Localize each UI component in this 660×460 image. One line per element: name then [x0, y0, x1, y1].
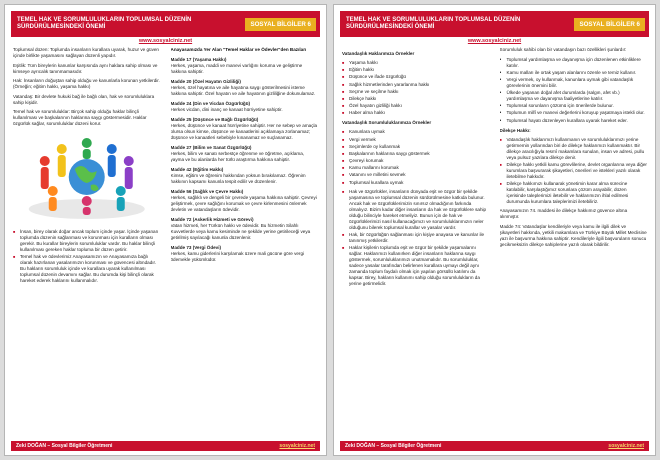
article-title: Madde 20 (Özel Hayatın Gizliliği): [170, 78, 241, 84]
list-item: ■ Dilekçe hakkımızı kullanarak yönetimin karar alma sürecine katılabilir, karşılaştığımız sorunlara çözüm arayabilir, düzen içerisinde taleplerimizi iletebilir ve haklarımızın ihlal edilmesi durumunda kurumlara taleplerimizi iletebiliriz.: [500, 181, 648, 205]
list-item: ■ Kanunlara uymak: [342, 129, 490, 135]
list-item: ■ İnsan, birey olarak doğar ancak toplum içinde yaşar. İçinde yaşanan toplumda düzenin sağlanması ve korunması için kuralların olması gerekir. Bu kurallar bireylerin sorumluluklar vardır. Bu haklar bilinçli kullanılması gereken haklar topluma bir düzen getirir.: [13, 229, 161, 253]
list-item: ■ Seçimlerde oy kullanmak: [342, 144, 490, 150]
column-right: [500, 47, 648, 439]
article-text: Herkes, düşünce ve kanaat hürriyetine sahiptir. Her ne sebep ve amaçla olursa olsun kimse, düşünce ve kanaatlerini açıklamaya zorlanamaz; düşünce ve kanaatleri sebebiyle kınanamaz ve suçlanamaz.: [170, 122, 318, 140]
article-title: Madde 72 (Askerlik Hizmeti ve Görevi): [170, 216, 254, 222]
list-item: ■ Haklar kişilerin toplumda eşit ve özgür bir şekilde yaşamalarını sağlar. Haklarımızı kullanırken diğer insanların haklarına saygı göstermek, sorumluluklarımızı unutmamalıdır. Bu sorumluluklar, sadece yasalar tarafından belirlenen kurallara uymayı değil aynı zamanda toplum faydalı olmak için yapılan görsüllü katılımı da kapsar. Birey, hakların kullanımı sahip olduğu sorumlulukların da yerine getirmelidir.: [342, 245, 490, 287]
duties-heading: Vatandaşlık Sorumluluklarımıza Örnekler: [342, 120, 432, 126]
article-text: Herkes, sağlıklı ve dengeli bir çevrede yaşama hakkına sahiptir. Çevreyi geliştirmek, çevre sağlığını korumak ve çevre kirlenmesini önlemek devletin ve vatandaşların ödevidir.: [170, 194, 317, 212]
definition-hak: Hak: İnsanların doğuştan sahip olduğu ve kanunlarla korunan yetkilerdir. (Örneğin; eğitim hakkı, yaşama hakkı): [13, 78, 160, 89]
header-title-line1: TEMEL HAK VE SORUMLULUKLARIN TOPLUMSAL DÜZENİN: [346, 17, 521, 23]
page-footer: [340, 441, 649, 451]
bullet-list-left: [13, 229, 161, 284]
footer-author: Zeki DOĞAN – Sosyal Bilgiler Öğretmeni: [345, 443, 442, 449]
list-item: ■ Temel hak ve ödevlerimiz Anayasamızın ve Anayasamıza bağlı olarak hazırlanan yasalarımızın korunması ve güvencesi altındadır. Bu hakların sorumluluk içinde ve kurallara uyarak kullanılması toplumsal düzenin devamını sağlar. Bu durumda kişi bilinçli olarak hareket ederek haklarını kullanmalıdır.: [13, 254, 161, 284]
subject-badge: SOSYAL BİLGİLER 6: [574, 18, 645, 31]
site-link[interactable]: www.sosyalciniz.net: [467, 38, 522, 44]
traits-list: [500, 57, 648, 124]
list-item: • Toplumsal yardımlaşma ve dayanışma için düzenlenen etkinliklere katılır.: [500, 57, 648, 69]
constitution-heading: Anayasamızda Yer Alan "Temel Haklar ve Ödevler"den Bazıları: [170, 47, 307, 52]
list-item: ■ Haber alma hakkı: [342, 110, 490, 116]
page-columns: [342, 47, 647, 439]
list-item: • Ülkede yaşanan doğal afet durumlarda (salgın, afet vb.) yardımlaşma ve dayanışma faaliyetlerine katılır.: [500, 90, 648, 102]
header-title-line2: SÜRDÜRÜLMESİNDEKİ ÖNEMİ: [346, 24, 435, 30]
article-text: Herkes vicdan, dini inanç ve kanaat hürriyetine sahiptir.: [170, 106, 283, 112]
header-title-line2: SÜRDÜRÜLMESİNDEKİ ÖNEMİ: [17, 24, 106, 30]
definition-toplumsal-duzen: Toplumsal düzen: Toplumda insanların kurallara uyarak, huzur ve güven içinde birlikte yaşamasını sağlayan düzenli yapıdır.: [13, 47, 159, 58]
article-item: [171, 245, 319, 263]
page-2: [333, 4, 656, 456]
subject-badge: SOSYAL BİLGİLER 6: [245, 18, 316, 31]
list-item: • Toplumun millî ve manevi değerlerini koruyup yaşatmaya istekli olur.: [500, 110, 648, 116]
list-item: ■ Vatandaşlık haklarımızı kullanmanın ve sorumluluklarımızı yerine getirmemin yollarından biri de dilekçe haklarımızı kullanmaktır. Bir dilekçe aracılığıyla resmî makamlara sunulan, insan ve adresi, pullu veya pulsuz yazılara dilekçe denir.: [500, 137, 648, 161]
responsible-citizen-intro: Sorumluluk sahibi olan bir vatandaşın bazı özellikleri şunlardır:: [499, 47, 627, 52]
article-item: [171, 117, 319, 141]
footer-author: Zeki DOĞAN – Sosyal Bilgiler Öğretmeni: [16, 443, 113, 449]
article-item: [171, 167, 319, 185]
article-item: [171, 217, 319, 241]
definition-vatandas: Vatandaş: Bir devlete hukuki bağ ile bağlı olan, hak ve sorumluluklara sahip kişidir.: [13, 93, 155, 105]
article-title: Madde 17 (Yaşama Hakkı): [170, 56, 227, 62]
article-item: [171, 189, 319, 213]
list-item: ■ Yaşama hakkı: [342, 60, 490, 66]
article-title: Madde 25 (Düşünce ve Bağlı Özgürlüğü): [170, 116, 259, 122]
article-text: Herkes, yaşama, maddi ve manevi varlığını koruma ve geliştirme hakkına sahiptir.: [170, 62, 303, 74]
list-item: • Vergi vermek, oy kullanmak, kanunlara uymak gibi vatandaşlık görevlerinin önemini bilir.: [500, 77, 648, 89]
list-item: ■ Eğitim hakkı: [342, 67, 490, 73]
header-title: [11, 17, 245, 31]
article-title: Madde 24 (Din ve Vicdan Özgürlüğü): [170, 100, 251, 106]
duties-list: [342, 129, 490, 185]
list-item: • Toplumsal hayatı düzenleyen kurallara uyarak hareket eder.: [500, 118, 648, 124]
footer-site-link[interactable]: sosyalciniz.net: [279, 443, 315, 449]
article-title: Madde 73 (Vergi Ödevi): [170, 244, 222, 250]
list-item: ■ Sağlık hizmetlerinden yararlanma hakkı: [342, 82, 490, 88]
article-text: Herkes, kamu giderlerini karşılamak üzere mali gücüne göre vergi ödemekle yükümlüdür.: [170, 250, 305, 262]
article-text: Herkes, özel hayatına ve aile hayatına saygı gösterilmesini isteme hakkına sahiptir. Özel hayatın ve aile hayatının gizliliğine dokunulamaz.: [170, 84, 316, 96]
list-item: • Kamu malları ile ortak yaşam alanlarını özenle ve temiz kullanır.: [500, 70, 648, 76]
article-item: [171, 101, 319, 113]
header-title-line1: TEMEL HAK VE SORUMLULUKLARIN TOPLUMSAL DÜZENİN: [17, 17, 192, 23]
list-item: ■ Özel hayatın gizliliği hakkı: [342, 103, 490, 109]
site-link[interactable]: www.sosyalciniz.net: [138, 38, 193, 44]
article-text: Vatan hizmeti, her Türkün hakkı ve ödevidir. Bu hizmetin Silahlı Kuvvetlerde veya kamu kesiminde ne şekilde yerine getirileceği veya getirilmiş sayılacağı kanunla düzenlenir.: [170, 222, 311, 240]
page-1: [4, 4, 327, 456]
list-item: ■ Hak ve özgürlükler, insanların dünyada eşit ve özgür bir şekilde yaşamasına ve toplumsal düzenin sürdürülmesine katkıda bulunur. Ancak hak ve özgürlüklerimizin sınırsız olmadığının farkında olmalıyız. Bizim kadar diğer insanların da hak ve özgürlüklere sahip olduğu bilinciyle hareket etmeliyiz. Bunun için de hak ve özgürlüklerimizi nasıl kullanacağımızı ve sorumluluklarımızın neler olduğunu bilerek toplumsal kurallar ve yasalar vardır.: [342, 189, 490, 231]
page-columns: [13, 47, 318, 439]
list-item: ■ Vergi vermek: [342, 137, 490, 143]
article-title: Madde 27 (Bilim ve Sanat Özgürlüğü): [170, 144, 252, 150]
article-text: Kimse, eğitim ve öğrenim hakkından yoksun bırakılamaz. Öğrenim hakkının kapsamı kanunla tespit edilir ve düzenlenir.: [170, 172, 306, 184]
list-item: ■ Düşünce ve ifade özgürlüğü: [342, 74, 490, 80]
article-item: [171, 79, 319, 97]
header-title: [340, 17, 574, 31]
column-left: [342, 47, 490, 439]
list-item: ■ Kamu mallarını korumak: [342, 165, 490, 171]
page-header: [11, 11, 320, 37]
article-text: Herkes, bilim ve sanatı serbestçe öğrenme ve öğretme, açıklama, yayma ve bu alanlarda her türlü araştırma hakkına sahiptir.: [170, 150, 305, 162]
list-item: ■ Başkalarının haklarına saygı göstermek: [342, 151, 490, 157]
definition-temel-hak: Temel hak ve sorumluluklar: Birçok sahip olduğu haklar bilinçli kullanılması ve başkalarının haklarına saygı göstermesidir. Haklar özgürlük sağlar, sorumluluklar düzeni korur.: [13, 109, 147, 126]
list-item: ■ Dilekçe hakkı: [342, 96, 490, 102]
petition-heading: Dilekçe Hakkı:: [499, 127, 531, 133]
list-item: ■ Toplumsal kurallara uymak: [342, 180, 490, 186]
list-item: ■ Vatanını ve milletini sevmek: [342, 172, 490, 178]
article-title: Madde 56 (Sağlık ve Çevre Hakkı): [170, 188, 244, 194]
explanation-list: [342, 189, 490, 287]
list-item: • Toplumsal sorunların çözümü için önerilerde bulunur.: [500, 103, 648, 109]
article-title: Madde 42 (Eğitim Hakkı): [170, 166, 224, 172]
page-header: [340, 11, 649, 37]
definition-esitlik: Eşitlik: Tüm bireylerin kanunlar karşısında aynı haklara sahip olması ve kimseye ayrıcalık tanınmamasıdır.: [13, 62, 158, 74]
list-item: ■ Hak, bir özgürlüğün sağlanması için kişiye anayasa ve kanunlar ile tanınmış yetkilerdir.: [342, 232, 490, 244]
article-item: [171, 57, 319, 75]
list-item: ■ Dilekçe hakkı yetkili kamu görevlilerine, devlet organlarına veya diğer kurumlara başvurarak şikayetleri, önerileri ve istekleri yazılı olarak iletebilme hakkıdır.: [500, 162, 648, 180]
article-74-text: Madde 74: Vatandaşlar kendileriyle veya kamu ile ilgili dilek ve şikayetleri hakkında, yetkili makamlara ve Türkiye Büyük Millet Meclisine yazı ile başvurma hakkına sahiptir. Kendileriyle ilgili başvuruların sonucu gecikmeksizin dilekçe sahiplerine yazılı olarak bildirilir.: [499, 223, 647, 247]
list-item: ■ Çevreyi korumak: [342, 158, 490, 164]
rights-heading: Vatandaşlık Haklarımıza Örnekler: [342, 51, 415, 56]
rights-list: [342, 60, 490, 116]
footer-site-link[interactable]: sosyalciniz.net: [608, 443, 644, 449]
petition-list: [500, 137, 648, 205]
column-right: [171, 47, 319, 439]
people-circle-globe-illustration: [13, 131, 161, 223]
article-74-note: Anayasamızın 74. maddesi ile dilekçe hakkımız güvence altına alınmıştır.: [499, 208, 628, 219]
column-left: [13, 47, 161, 439]
list-item: ■ Seçme ve seçilme hakkı: [342, 89, 490, 95]
article-item: [171, 145, 319, 163]
page-footer: [11, 441, 320, 451]
